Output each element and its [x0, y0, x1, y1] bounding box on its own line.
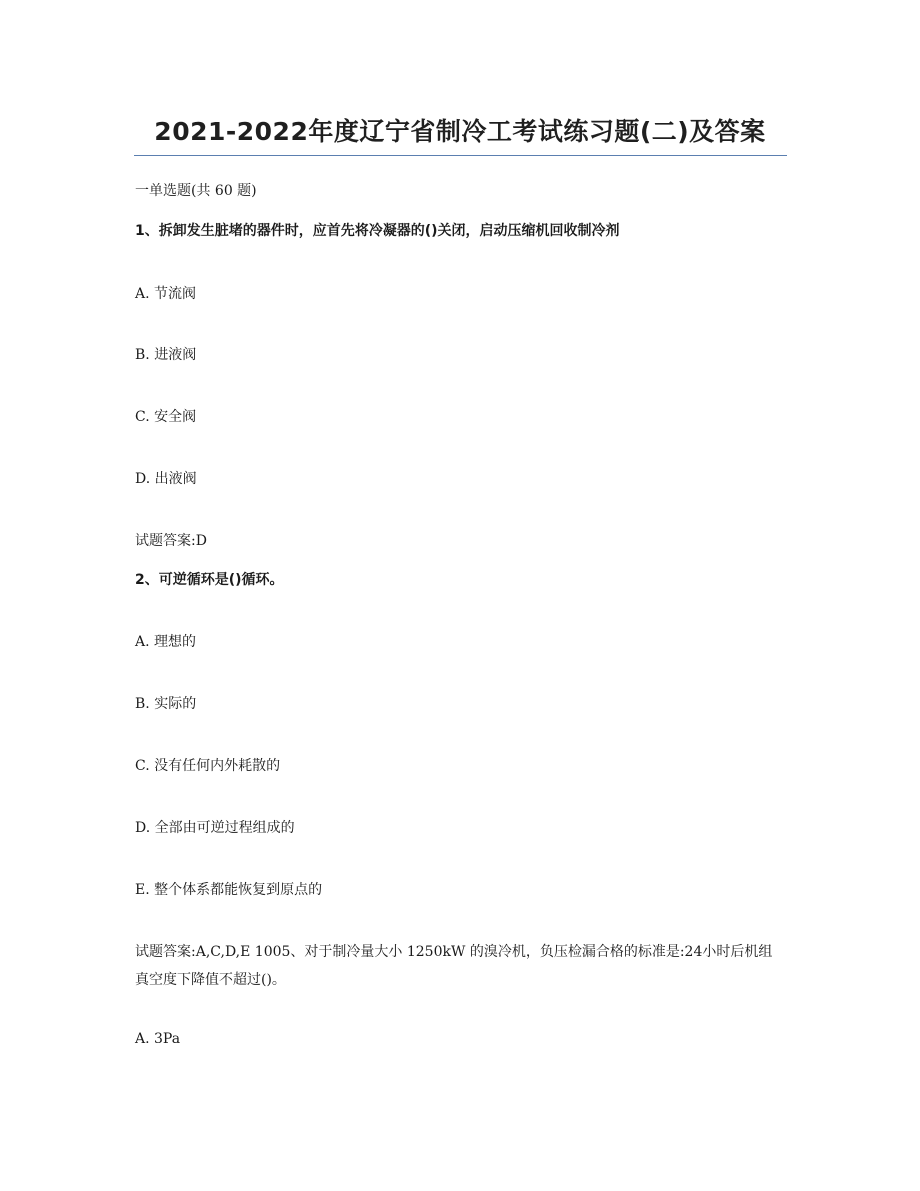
question-2-option-d: D. 全部由可逆过程组成的	[135, 820, 295, 836]
title-divider	[134, 155, 787, 156]
page-title: 2021-2022年度辽宁省制冷工考试练习题(二)及答案	[154, 117, 766, 146]
question-2-stem: 2、可逆循环是()循环。	[135, 572, 284, 588]
question-2-option-a: A. 理想的	[135, 634, 197, 650]
question-2-option-e: E. 整个体系都能恢复到原点的	[135, 882, 323, 898]
question-1-option-a: A. 节流阀	[135, 286, 197, 302]
question-1-answer: 试题答案:D	[135, 533, 207, 549]
question-1-option-d: D. 出液阀	[135, 471, 197, 487]
question-1-stem: 1、拆卸发生脏堵的器件时，应首先将冷凝器的()关闭，启动压缩机回收制冷剂	[135, 223, 620, 239]
question-2-option-c: C. 没有任何内外耗散的	[135, 758, 281, 774]
section-heading: 一单选题(共 60 题)	[135, 183, 257, 199]
question-2-option-b: B. 实际的	[135, 696, 197, 712]
question-2-answer-and-question-3-stem: 试题答案:A,C,D,E 1005、对于制冷量大小 1250kW 的溴冷机，负压检漏合格的标准是:24小时后机组真空度下降值不超过()。	[135, 944, 773, 988]
question-1-option-b: B. 进液阀	[135, 347, 197, 363]
question-1-option-c: C. 安全阀	[135, 409, 197, 425]
question-3-option-a: A. 3Pa	[135, 1031, 181, 1047]
